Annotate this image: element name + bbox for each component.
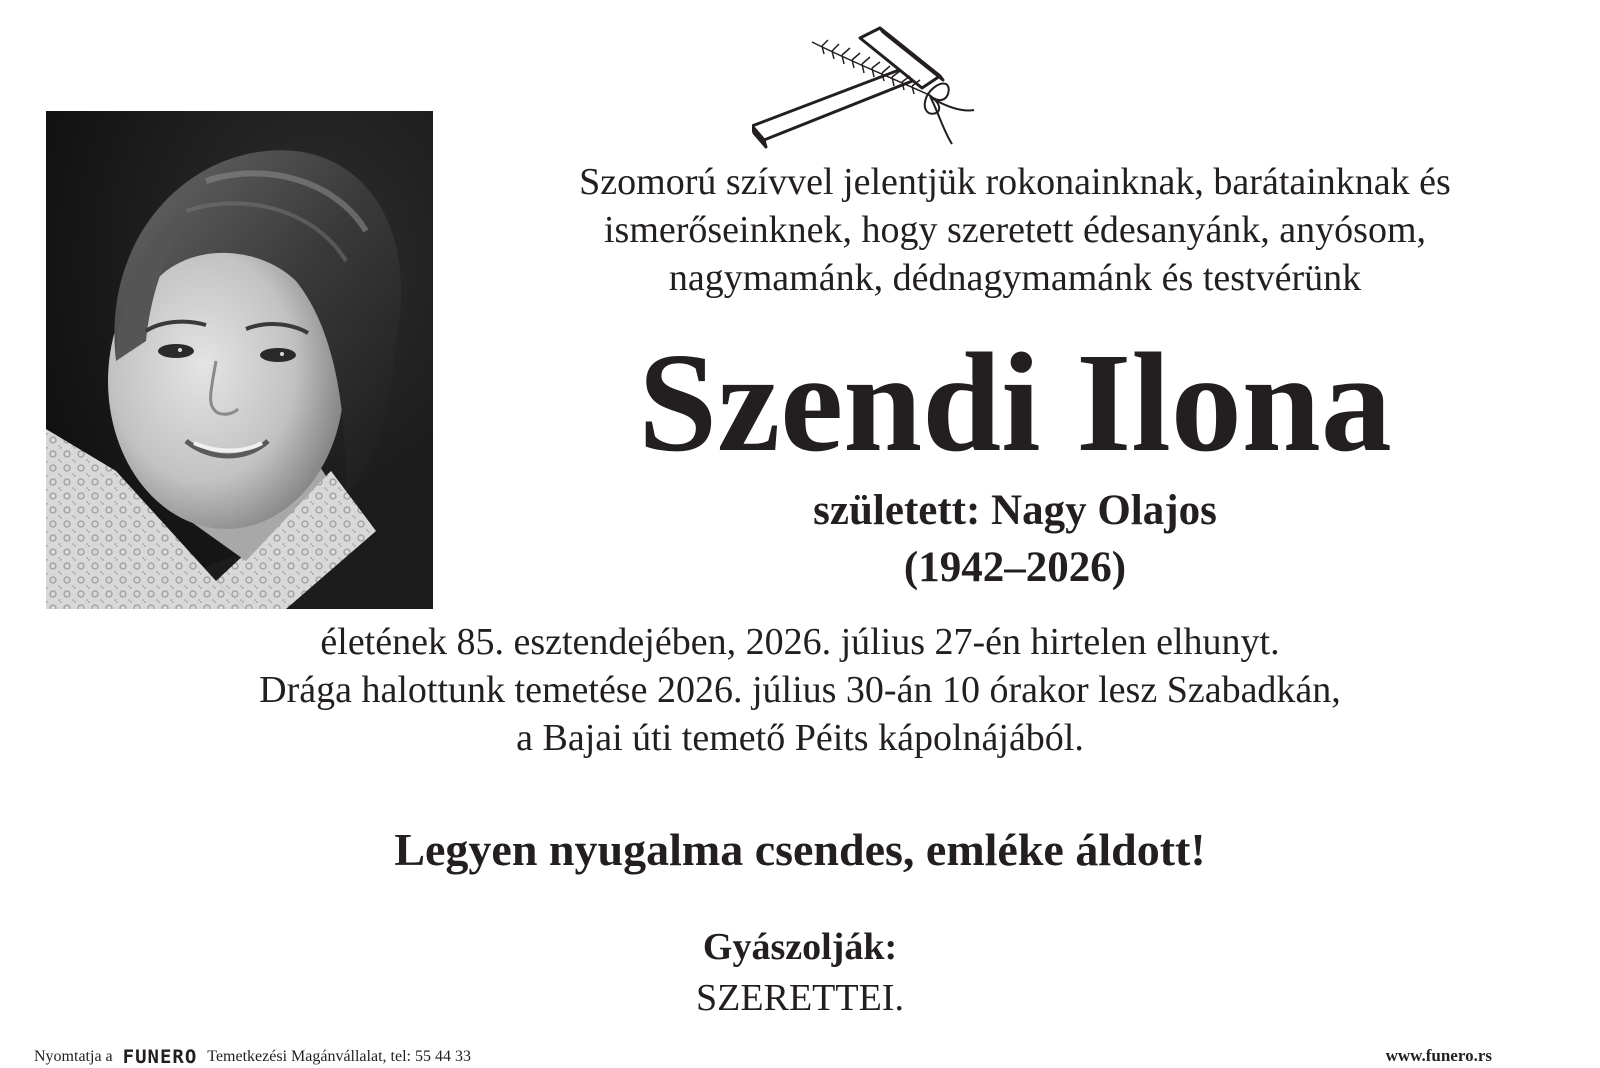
website-link[interactable]: www.funero.rs — [1385, 1046, 1492, 1065]
life-years: (1942–2026) — [903, 544, 1127, 591]
mourners: SZERETTEI. — [696, 977, 904, 1019]
details-line: a Bajai úti temető Péits kápolnájából. — [516, 717, 1084, 759]
intro-line: ismerőseinknek, hogy szeretett édesanyánk, anyósom, — [603, 209, 1427, 251]
intro-line: nagymamánk, dédnagymamánk és testvérünk — [668, 257, 1362, 299]
announcement-intro — [455, 158, 1575, 302]
printed-by-text: Nyomtatja a — [34, 1048, 113, 1065]
cross-with-palm-branch-icon — [752, 22, 992, 150]
funero-logo: FUNERO — [122, 1046, 198, 1068]
intro-line: Szomorú szívvel jelentjük rokonainknak, barátainknak és — [579, 161, 1451, 203]
maiden-name: született: Nagy Olajos — [813, 487, 1217, 534]
details-line: Drága halottunk temetése 2026. július 30-án 10 órakor lesz Szabadkán, — [259, 669, 1341, 711]
farewell-message: Legyen nyugalma csendes, emléke áldott! — [394, 824, 1206, 875]
deceased-name: Szendi Ilona — [638, 323, 1392, 481]
mourners-label: Gyászolják: — [702, 926, 898, 968]
printer-credit — [34, 1047, 471, 1067]
funeral-details — [0, 618, 1600, 762]
details-line: életének 85. esztendejében, 2026. július 27-én hirtelen elhunyt. — [320, 621, 1280, 663]
portrait-photo — [46, 111, 433, 609]
company-text: Temetkezési Magánvállalat, tel: 55 44 33 — [207, 1048, 471, 1065]
